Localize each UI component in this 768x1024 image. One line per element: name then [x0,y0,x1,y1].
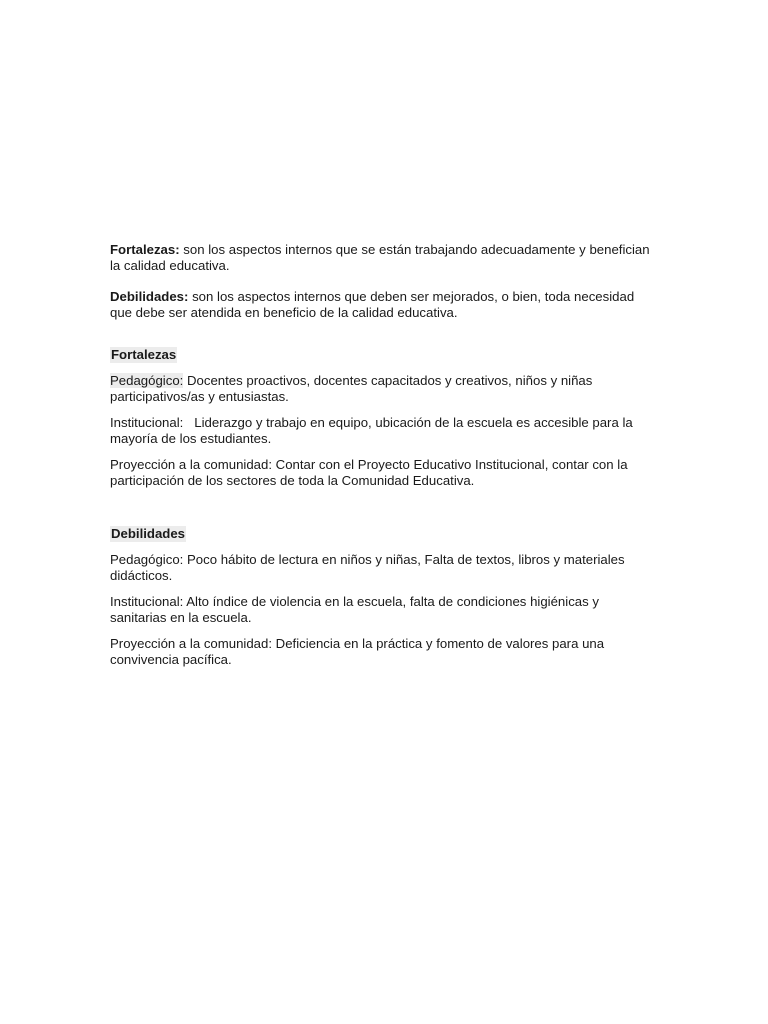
fortalezas-proyeccion: Proyección a la comunidad: Contar con el Proyecto Educativo Institucional, contar con la participación de los sectores de toda la Comunidad Educativa. [110,457,628,488]
fortalezas-pedagogico-text: Docentes proactivos, docentes capacitados y creativos, niños y niñas participativos/as y entusiastas. [110,373,593,404]
fortalezas-institucional: Institucional: Liderazgo y trabajo en equipo, ubicación de la escuela es accesible para la mayoría de los estudiantes. [110,415,637,446]
fortalezas-pedagogico [110,373,655,405]
debilidades-institucional: Institucional: Alto índice de violencia en la escuela, falta de condiciones higiénicas y sanitarias en la escuela. [110,594,599,625]
debilidades-definition [110,289,655,321]
document-page [110,242,655,678]
debilidades-pedagogico: Pedagógico: Poco hábito de lectura en niños y niñas, Falta de textos, libros y materiales didácticos. [110,552,625,583]
debilidades-term: Debilidades: [110,289,189,304]
fortalezas-definition-text: son los aspectos internos que se están trabajando adecuadamente y benefician la calidad educativa. [110,242,650,273]
debilidades-section [110,526,655,668]
fortalezas-term: Fortalezas: [110,242,180,257]
fortalezas-heading: Fortalezas [111,347,177,362]
debilidades-proyeccion: Proyección a la comunidad: Deficiencia en la práctica y fomento de valores para una convivencia pacífica. [110,636,605,667]
section-spacer [110,499,655,526]
fortalezas-section [110,347,655,489]
fortalezas-definition [110,242,655,274]
debilidades-definition-text: son los aspectos internos que deben ser mejorados, o bien, toda necesidad que debe ser atendida en beneficio de la calidad educativa. [110,289,635,320]
fortalezas-pedagogico-label: Pedagógico: [110,373,184,388]
debilidades-heading: Debilidades [111,526,186,541]
